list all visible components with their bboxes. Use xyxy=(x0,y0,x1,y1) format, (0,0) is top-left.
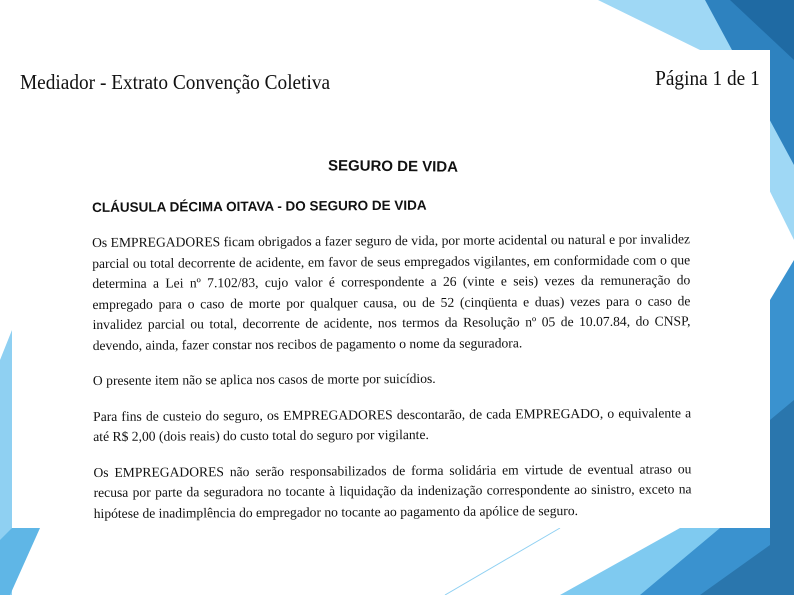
paragraph: Os EMPREGADORES ficam obrigados a fazer seguro de vida, por morte acidental ou natural e por invalidez parcial ou total decorrente de acidente, em favor de seus empregados vigilantes, em conformidade com o que determina a Lei nº 7.102/83, cujo valor é correspondente a 26 (vinte e seis) vezes da remuneração do empregado para o caso de morte por qualquer causa, ou de 52 (cinqüenta e duas) vezes para o caso de invalidez parcial ou total, decorrente de acidente, nos termos da Resolução nº 05 de 10.07.84, do CNSP, devendo, ainda, fazer constar nos recibos de pagamento o nome da seguradora. xyxy=(92,231,691,353)
section-title: SEGURO DE VIDA xyxy=(327,157,459,176)
document-header-title: Mediador - Extrato Convenção Coletiva xyxy=(20,70,331,94)
paragraph: Os EMPREGADORES não serão responsabilizados de forma solidária em virtude de eventual atraso ou recusa por parte da seguradora no tocante à liquidação da indenização correspondente ao sinistro, exceto na hipótese de inadimplência do empregador no tocante ao pagamento da apólice de seguro. xyxy=(93,460,692,521)
clause-title: CLÁUSULA DÉCIMA OITAVA - DO SEGURO DE VIDA xyxy=(92,197,427,215)
page-indicator: Página 1 de 1 xyxy=(655,66,760,90)
paragraph: Para fins de custeio do seguro, os EMPREGADORES descontarão, de cada EMPREGADO, o equivalente a até R$ 2,00 (dois reais) do custo total do seguro por vigilante. xyxy=(93,404,692,444)
clause-body xyxy=(92,229,692,539)
paragraph: O presente item não se aplica nos casos de morte por suicídios. xyxy=(92,370,436,388)
document-page xyxy=(12,50,770,528)
